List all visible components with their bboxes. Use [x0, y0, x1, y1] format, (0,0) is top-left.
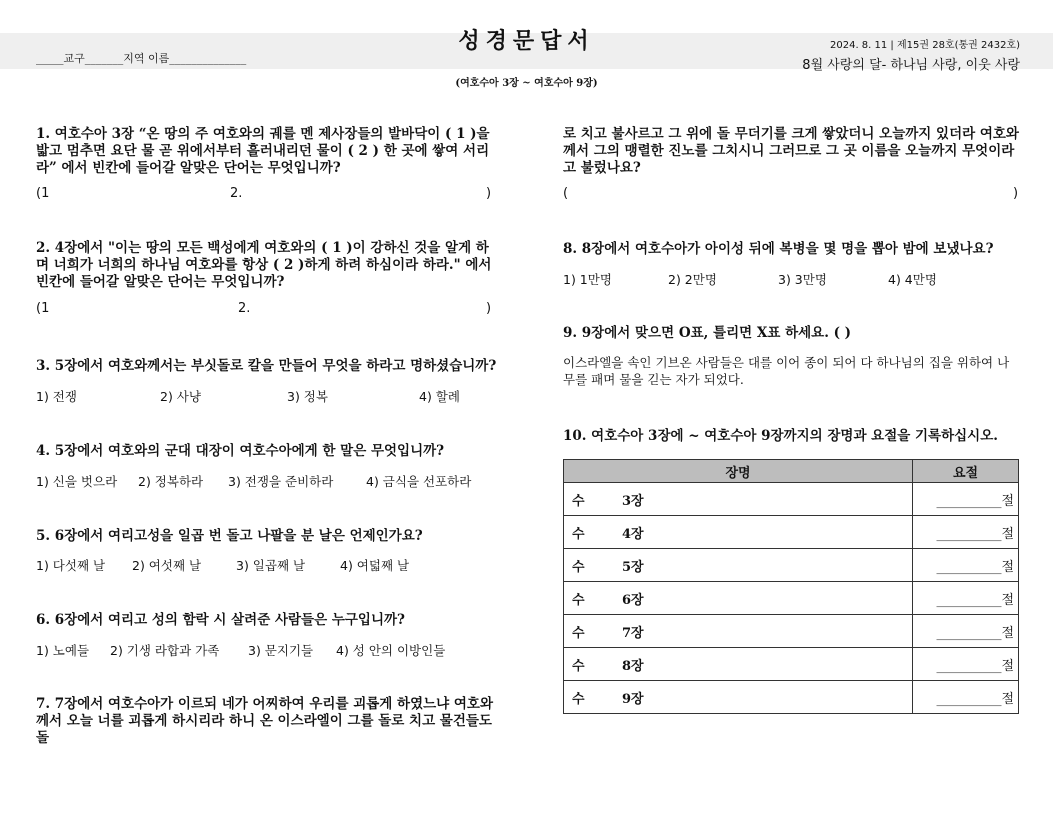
table-row — [564, 582, 1019, 615]
q6-option-3[interactable]: 3) 문지기들 — [248, 643, 314, 658]
book-abbrev: 수 — [572, 526, 585, 542]
q3-option-1[interactable]: 1) 전쟁 — [36, 389, 77, 404]
question-8: 8. 8장에서 여호수아가 아이성 뒤에 복병을 몇 명을 뽑아 밤에 보냈나요? — [563, 241, 994, 257]
question-7: 7. 7장에서 여호수아가 이르되 네가 어찌하여 우리를 괴롭게 하였느냐 여호와께서 오늘 너를 괴롭게 하시리라 하니 온 이스라엘이 그를 돌로 치고 물건들도 돌 — [36, 696, 494, 746]
q4-option-3[interactable]: 3) 전쟁을 준비하라 — [228, 474, 334, 489]
chapter-label: 8장 — [622, 658, 644, 674]
col-header-verse: 요절 — [913, 460, 1019, 483]
q7-blank-open: ( — [563, 186, 569, 201]
chapter-verse-table — [563, 459, 1019, 714]
verse-blank[interactable]: __________절 — [913, 582, 1019, 615]
question-1: 1. 여호수아 3장 “온 땅의 주 여호와의 궤를 멘 제사장들의 발바닥이 ( 1 )을 밟고 멈추면 요단 물 곧 위에서부터 흘러내리던 물이 ( 2 ) 한 곳에 쌓여 서리라” 에서 빈칸에 들어갈 알맞은 단어는 무엇입니까? — [36, 126, 490, 176]
q6-option-2[interactable]: 2) 기생 라합과 가족 — [110, 643, 220, 658]
verse-blank[interactable]: __________절 — [913, 549, 1019, 582]
table-row — [564, 681, 1019, 714]
q8-option-1[interactable]: 1) 1만명 — [563, 272, 612, 287]
q8-option-3[interactable]: 3) 3만명 — [778, 272, 827, 287]
q4-option-4[interactable]: 4) 금식을 선포하라 — [366, 474, 472, 489]
q7-blank-close: ) — [1013, 186, 1019, 201]
q2-blank-1: (1 — [36, 301, 50, 316]
question-9: 9. 9장에서 맞으면 O표, 틀리면 X표 하세요. ( ) — [563, 325, 852, 341]
q3-option-4[interactable]: 4) 할례 — [419, 389, 460, 404]
verse-blank[interactable]: __________절 — [913, 516, 1019, 549]
question-10: 10. 여호수아 3장에 ~ 여호수아 9장까지의 장명과 요절을 기록하십시오. — [563, 428, 998, 444]
q5-option-2[interactable]: 2) 여섯째 날 — [132, 558, 202, 573]
q2-blank-close: ) — [486, 301, 492, 316]
table-row — [564, 549, 1019, 582]
question-4: 4. 5장에서 여호와의 군대 대장이 여호수아에게 한 말은 무엇입니까? — [36, 443, 445, 459]
q8-option-4[interactable]: 4) 4만명 — [888, 272, 937, 287]
col-header-chapter-name: 장명 — [564, 460, 913, 483]
page-title: 성경문답서 — [458, 28, 595, 54]
table-row — [564, 483, 1019, 516]
q2-blank-2: 2. — [238, 301, 251, 316]
table-row — [564, 615, 1019, 648]
q1-blank-1: (1 — [36, 186, 50, 201]
chapter-label: 6장 — [622, 592, 644, 608]
book-abbrev: 수 — [572, 658, 585, 674]
chapter-label: 9장 — [622, 691, 644, 707]
book-abbrev: 수 — [572, 592, 585, 608]
verse-blank[interactable]: __________절 — [913, 648, 1019, 681]
book-abbrev: 수 — [572, 559, 585, 575]
chapter-label: 7장 — [622, 625, 644, 641]
table-row — [564, 648, 1019, 681]
table-row — [564, 516, 1019, 549]
chapter-label: 5장 — [622, 559, 644, 575]
verse-blank[interactable]: __________절 — [913, 681, 1019, 714]
q3-option-3[interactable]: 3) 정복 — [287, 389, 328, 404]
q6-option-1[interactable]: 1) 노예들 — [36, 643, 90, 658]
monthly-theme: 8월 사랑의 달- 하나님 사랑, 이웃 사랑 — [802, 58, 1020, 73]
question-3: 3. 5장에서 여호와께서는 부싯돌로 칼을 만들어 무엇을 하라고 명하셨습니까? — [36, 358, 497, 374]
verse-blank[interactable]: __________절 — [913, 483, 1019, 516]
chapter-label: 4장 — [622, 526, 644, 542]
q1-blank-2: 2. — [230, 186, 243, 201]
book-abbrev: 수 — [572, 625, 585, 641]
book-abbrev: 수 — [572, 691, 585, 707]
question-7-continued: 로 치고 불사르고 그 위에 돌 무더기를 크게 쌓았더니 오늘까지 있더라 여호와께서 그의 맹렬한 진노를 그치시니 그러므로 그 곳 이름을 오늘까지 무엇이라 고 불렀나요? — [563, 126, 1019, 176]
chapter-label: 3장 — [622, 493, 644, 509]
q6-option-4[interactable]: 4) 성 안의 이방인들 — [336, 643, 446, 658]
book-abbrev: 수 — [572, 493, 585, 509]
q5-option-4[interactable]: 4) 여덟째 날 — [340, 558, 410, 573]
question-2: 2. 4장에서 "이는 땅의 모든 백성에게 여호와의 ( 1 )이 강하신 것을 알게 하며 너희가 너희의 하나님 여호와를 항상 ( 2 )하게 하려 하심이라 하라." 에서 빈칸에 들어갈 알맞은 단어는 무엇입니까? — [36, 240, 492, 290]
q3-option-2[interactable]: 2) 사냥 — [160, 389, 201, 404]
q4-option-2[interactable]: 2) 정복하라 — [138, 474, 204, 489]
q8-option-2[interactable]: 2) 2만명 — [668, 272, 717, 287]
q9-statement: 이스라엘을 속인 기브온 사람들은 대를 이어 종이 되어 다 하나님의 집을 위하여 나무를 패며 물을 긷는 자가 되었다. — [563, 355, 1010, 387]
q5-option-1[interactable]: 1) 다섯째 날 — [36, 558, 106, 573]
name-fields: _____교구_______지역 이름______________ — [36, 52, 247, 65]
q5-option-3[interactable]: 3) 일곱째 날 — [236, 558, 306, 573]
question-5: 5. 6장에서 여리고성을 일곱 번 돌고 나팔을 분 날은 언제인가요? — [36, 528, 423, 544]
q4-option-1[interactable]: 1) 신을 벗으라 — [36, 474, 118, 489]
verse-blank[interactable]: __________절 — [913, 615, 1019, 648]
q1-blank-close: ) — [486, 186, 492, 201]
question-6: 6. 6장에서 여리고 성의 함락 시 살려준 사람들은 누구입니까? — [36, 612, 405, 628]
issue-info: 2024. 8. 11 | 제15권 28호(통권 2432호) — [830, 40, 1020, 51]
chapter-range: (여호수아 3장 ~ 여호수아 9장) — [455, 78, 598, 89]
